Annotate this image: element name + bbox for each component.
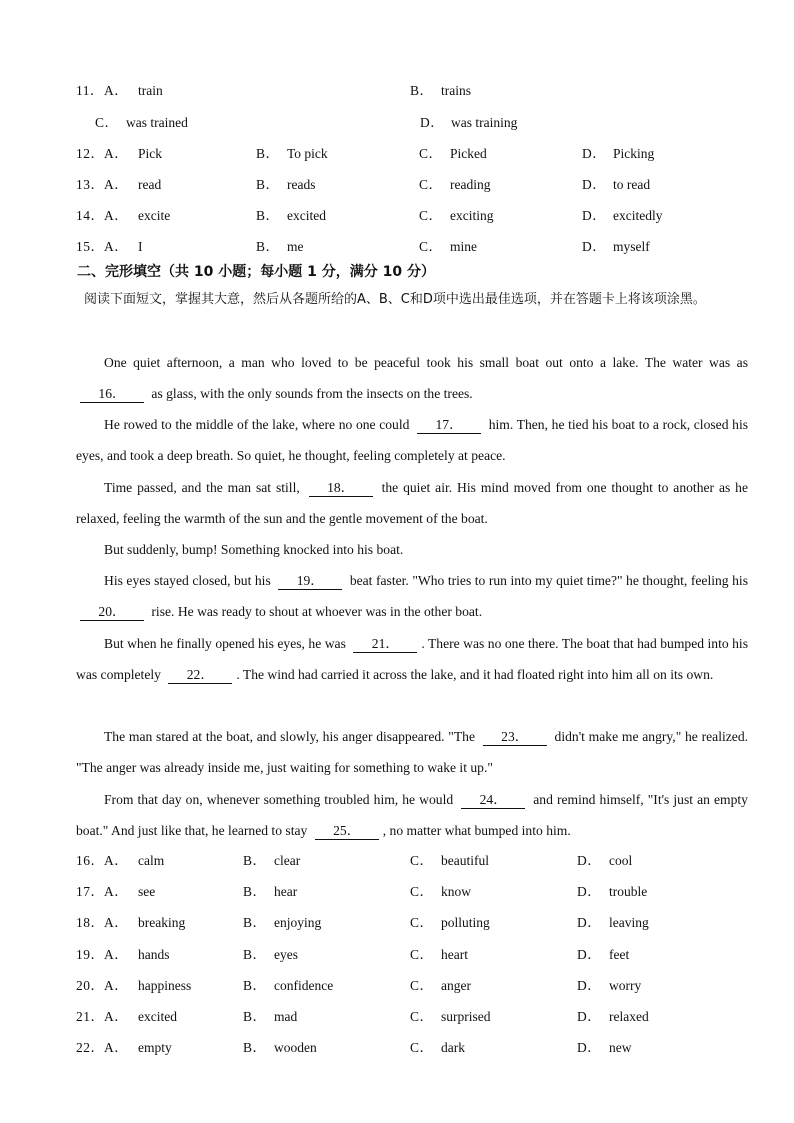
option-label: B． bbox=[243, 947, 267, 962]
option-text: To pick bbox=[287, 146, 328, 161]
option-label: C． bbox=[419, 146, 443, 161]
option-label: D． bbox=[582, 239, 607, 254]
option-label: B． bbox=[410, 83, 434, 98]
option-text: myself bbox=[613, 239, 650, 254]
option-label: B． bbox=[256, 208, 280, 223]
option-text: I bbox=[138, 239, 143, 254]
option-label: A． bbox=[104, 1040, 129, 1055]
option-label: C． bbox=[410, 978, 434, 993]
option-text: beautiful bbox=[441, 853, 489, 868]
option-text: excited bbox=[287, 208, 326, 223]
option-label: A． bbox=[104, 177, 129, 192]
option-text: cool bbox=[609, 853, 633, 868]
option-text: hear bbox=[274, 884, 298, 899]
passage-paragraph: But suddenly, bump! Something knocked into his boat. bbox=[104, 542, 404, 557]
option-text: feet bbox=[609, 947, 630, 962]
option-label: C． bbox=[419, 239, 443, 254]
passage-paragraph: But when he finally opened his eyes, he was 21． . There was no one there. The boat that had bumped into his was completely 22． . The wind had carried it across the lake, and it had floated right into him all on its own. bbox=[76, 636, 748, 682]
passage-paragraph: He rowed to the middle of the lake, where no one could 17． him. Then, he tied his boat to a rock, closed his eyes, and took a deep breath. So quiet, he thought, feeling completely at peace. bbox=[76, 417, 749, 463]
option-label: D． bbox=[577, 853, 602, 868]
option-text: read bbox=[138, 177, 162, 192]
question-11-cont bbox=[0, 112, 794, 134]
question-11 bbox=[0, 80, 794, 102]
blank-22[interactable]: 22． bbox=[168, 666, 232, 684]
question-15 bbox=[0, 236, 794, 258]
option-text: new bbox=[609, 1040, 632, 1055]
option-text: reading bbox=[450, 177, 491, 192]
option-label: D． bbox=[577, 1040, 602, 1055]
option-text: eyes bbox=[274, 947, 298, 962]
question-21 bbox=[0, 1006, 794, 1028]
option-label: C． bbox=[410, 1009, 434, 1024]
option-label: B． bbox=[243, 1009, 267, 1024]
option-text: was trained bbox=[126, 115, 188, 130]
option-label: C． bbox=[419, 208, 443, 223]
option-text: polluting bbox=[441, 915, 490, 930]
option-text: breaking bbox=[138, 915, 186, 930]
option-text: mine bbox=[450, 239, 477, 254]
option-label: B． bbox=[243, 978, 267, 993]
option-text: confidence bbox=[274, 978, 334, 993]
option-text: train bbox=[138, 83, 163, 98]
option-text: mad bbox=[274, 1009, 298, 1024]
option-text: surprised bbox=[441, 1009, 491, 1024]
option-label: C． bbox=[410, 884, 434, 899]
question-14 bbox=[0, 205, 794, 227]
option-text: wooden bbox=[274, 1040, 317, 1055]
option-text: calm bbox=[138, 853, 165, 868]
question-number: 14． bbox=[76, 208, 105, 223]
option-text: happiness bbox=[138, 978, 192, 993]
option-label: D． bbox=[577, 1009, 602, 1024]
question-number: 16． bbox=[76, 853, 105, 868]
blank-18[interactable]: 18． bbox=[309, 479, 373, 497]
option-text: excitedly bbox=[613, 208, 663, 223]
section-title: 二、完形填空（共 10 小题；每小题 1 分，满分 10 分） bbox=[77, 264, 435, 280]
option-text: see bbox=[138, 884, 156, 899]
option-label: A． bbox=[104, 853, 129, 868]
option-label: A． bbox=[104, 1009, 129, 1024]
option-text: reads bbox=[287, 177, 316, 192]
blank-17[interactable]: 17． bbox=[417, 416, 481, 434]
option-label: D． bbox=[420, 115, 445, 130]
option-label: B． bbox=[243, 853, 267, 868]
question-13 bbox=[0, 174, 794, 196]
option-text: Pick bbox=[138, 146, 163, 161]
option-text: Picking bbox=[613, 146, 655, 161]
question-number: 17． bbox=[76, 884, 105, 899]
option-label: C． bbox=[410, 947, 434, 962]
option-label: A． bbox=[104, 884, 129, 899]
option-text: clear bbox=[274, 853, 301, 868]
blank-19[interactable]: 19． bbox=[278, 572, 342, 590]
option-text: empty bbox=[138, 1040, 172, 1055]
option-text: Picked bbox=[450, 146, 487, 161]
option-label: C． bbox=[410, 1040, 434, 1055]
passage-paragraph: From that day on, whenever something troubled him, he would 24． and remind himself, "It's just an empty boat." And just like that, he learned to stay 25． , no matter what bumped into him. bbox=[76, 792, 748, 838]
option-label: A． bbox=[104, 208, 129, 223]
option-label: B． bbox=[256, 146, 280, 161]
option-label: D． bbox=[577, 978, 602, 993]
option-text: exciting bbox=[450, 208, 494, 223]
question-number: 13． bbox=[76, 177, 105, 192]
option-label: D． bbox=[582, 208, 607, 223]
option-text: anger bbox=[441, 978, 471, 993]
option-text: to read bbox=[613, 177, 651, 192]
option-label: B． bbox=[243, 884, 267, 899]
option-label: A． bbox=[104, 83, 129, 98]
option-label: C． bbox=[410, 853, 434, 868]
option-label: C． bbox=[419, 177, 443, 192]
option-text: trouble bbox=[609, 884, 648, 899]
option-label: D． bbox=[582, 146, 607, 161]
option-label: A． bbox=[104, 915, 129, 930]
question-19 bbox=[0, 944, 794, 966]
option-label: B． bbox=[243, 915, 267, 930]
option-text: heart bbox=[441, 947, 468, 962]
passage-paragraph: One quiet afternoon, a man who loved to be peaceful took his small boat out onto a lake. The water was as 16． as glass, with the only sounds from the insects on the trees. bbox=[76, 347, 748, 409]
passage-paragraph: The man stared at the boat, and slowly, his anger disappeared. "The 23． didn't make me angry," he realized. "The anger was already inside me, just waiting for something to wake it up." bbox=[76, 729, 749, 775]
option-text: relaxed bbox=[609, 1009, 649, 1024]
option-text: was training bbox=[451, 115, 518, 130]
question-number: 12． bbox=[76, 146, 105, 161]
blank-24[interactable]: 24． bbox=[461, 791, 525, 809]
option-text: me bbox=[287, 239, 304, 254]
question-number: 19． bbox=[76, 947, 105, 962]
question-number: 15． bbox=[76, 239, 105, 254]
option-label: B． bbox=[256, 177, 280, 192]
option-text: excited bbox=[138, 1009, 177, 1024]
option-text: know bbox=[441, 884, 471, 899]
question-17 bbox=[0, 881, 794, 903]
passage-paragraph: His eyes stayed closed, but his 19． beat faster. "Who tries to run into my quiet time?" he thought, feeling his 20． rise. He was ready to shout at whoever was in the other boat. bbox=[76, 565, 748, 627]
blank-23[interactable]: 23． bbox=[483, 728, 547, 746]
option-text: worry bbox=[609, 978, 642, 993]
option-label: D． bbox=[582, 177, 607, 192]
option-label: D． bbox=[577, 947, 602, 962]
option-label: A． bbox=[104, 146, 129, 161]
option-label: C． bbox=[95, 115, 119, 130]
section-instruction: 阅读下面短文，掌握其大意，然后从各题所给的A、B、C和D项中选出最佳选项，并在答题卡上将该项涂黑。 bbox=[84, 292, 706, 307]
question-number: 11． bbox=[76, 83, 104, 98]
option-text: dark bbox=[441, 1040, 465, 1055]
question-number: 18． bbox=[76, 915, 105, 930]
option-label: C． bbox=[410, 915, 434, 930]
option-label: D． bbox=[577, 884, 602, 899]
question-22 bbox=[0, 1037, 794, 1059]
option-label: A． bbox=[104, 239, 129, 254]
option-text: enjoying bbox=[274, 915, 322, 930]
option-text: trains bbox=[441, 83, 471, 98]
question-16 bbox=[0, 850, 794, 872]
option-label: D． bbox=[577, 915, 602, 930]
option-text: leaving bbox=[609, 915, 649, 930]
blank-20[interactable]: 20． bbox=[80, 603, 144, 621]
blank-25[interactable]: 25． bbox=[315, 822, 379, 840]
option-label: B． bbox=[256, 239, 280, 254]
question-12 bbox=[0, 143, 794, 165]
option-text: excite bbox=[138, 208, 171, 223]
question-number: 20． bbox=[76, 978, 105, 993]
option-label: A． bbox=[104, 947, 129, 962]
blank-21[interactable]: 21． bbox=[353, 635, 417, 653]
passage-paragraph: Time passed, and the man sat still, 18． the quiet air. His mind moved from one thought to another as he relaxed, feeling the warmth of the sun and the gentle movement of the boat. bbox=[76, 480, 748, 526]
question-number: 21． bbox=[76, 1009, 105, 1024]
question-20 bbox=[0, 975, 794, 997]
question-18 bbox=[0, 912, 794, 934]
blank-16[interactable]: 16． bbox=[80, 385, 144, 403]
option-label: A． bbox=[104, 978, 129, 993]
option-label: B． bbox=[243, 1040, 267, 1055]
option-text: hands bbox=[138, 947, 170, 962]
question-number: 22． bbox=[76, 1040, 105, 1055]
